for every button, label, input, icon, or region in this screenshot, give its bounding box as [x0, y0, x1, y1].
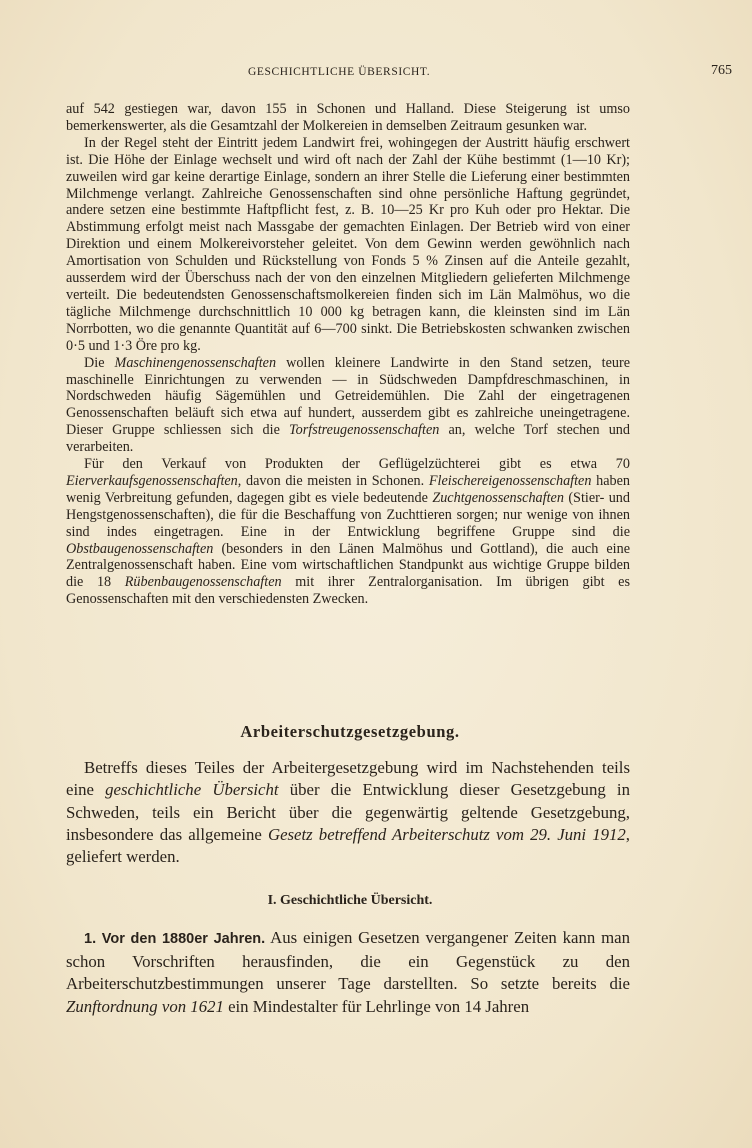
small-print-block	[66, 101, 630, 608]
term-emphasis: Rübenbaugenossenschaften	[124, 574, 282, 591]
term-emphasis: Eierverkaufsgenossenschaften	[66, 472, 238, 489]
paragraph: Betreffs dieses Teiles der Arbeitergesetzgebung wird im Nachstehenden teils eine geschichtliche Übersicht über die Entwicklung dieser Gesetzgebung in Schweden, teils ein Bericht über die gegenwärtig geltende Gesetzgebung, insbesondere das allgemeine Gesetz betreffend Arbeiterschutz vom 29. Juni 1912, geliefert werden.	[66, 758, 630, 867]
term-emphasis: Zunftordnung von 1621	[66, 996, 224, 1016]
section-heading: Arbeiterschutzgesetzgebung.	[240, 722, 460, 741]
paragraph: Die Maschinengenossenschaften wollen kleinere Landwirte in den Stand setzen, teure maschinelle Einrichtungen zu verwenden — in Südschweden Dampfdreschmaschinen, in Nordschweden häufig Sägemühlen und Getreidemühlen. Die Zahl der eingetragenen Genossenschaften beläuft sich etwa auf hundert, ausserdem gibt es zahlreiche uneingetragene. Dieser Gruppe schliessen sich die Torfstreugenossenschaften an, welche Torf stechen und verarbeiten.	[66, 354, 630, 456]
subsection-heading: I. Geschichtliche Übersicht.	[267, 893, 433, 908]
paragraph: Für den Verkauf von Produkten der Geflügelzüchterei gibt es etwa 70 Eierverkaufsgenossenschaften, davon die meisten in Schonen. Fleischereigenossenschaften haben wenig Verbreitung gefunden, dagegen gibt es viele bedeutende Zuchtgenossenschaften (Stier- und Hengstgenossenschaften), die für die Beschaffung von Zuchttieren sorgen; nur wenige von ihnen sind indes eingetragen. Eine in der Entwicklung begriffene Gruppe sind die Obstbaugenossenschaften (besonders in den Länen Malmöhus und Gottland), die auch eine Zentralgenossenschaft haben. Eine vom wirtschaftlichen Standpunkt aus wichtige Gruppe bilden die 18 Rübenbaugenossenschaften mit ihrer Zentralorganisation. Im übrigen gibt es Genossenschaften mit den verschiedensten Zwecken.	[66, 456, 630, 608]
running-title: GESCHICHTLICHE ÜBERSICHT.	[248, 66, 431, 78]
paragraph: In der Regel steht der Eintritt jedem Landwirt frei, wohingegen der Austritt häufig erschwert ist. Die Höhe der Einlage wechselt und wird oft nach der Zahl der Kühe bestimmt (1—10 Kr); zuweilen wird gar keine derartige Einlage, sondern an ihrer Stelle die Lieferung einer bestimmten Milchmenge verlangt. Zahlreiche Genossenschaften sind ohne persönliche Haftung gegründet, andere setzen eine bestimmte Haftpflicht fest, z. B. 10—25 Kr pro Kuh oder pro Hektar. Die Abstimmung erfolgt meist nach Massgabe der gemachten Einlagen. Der Betrieb wird von einer Direktion und einem Molkereivorsteher geleitet. Von dem Gewinn werden gewöhnlich nach Amortisation von Schulden und Rückstellung von Fonds 5 % Zinsen auf die Anteile gezahlt, ausserdem wird der Überschuss nach der von den einzelnen Mitgliedern gelieferten Milchmenge verteilt. Die bedeutendsten Genossenschaftsmolkereien finden sich im Län Malmöhus, wo die tägliche Milchmenge durchschnittlich 10 000 kg betragen kann, die kleinsten sind im Län Norrbotten, wo die genannte Quantität auf 6—700 sinkt. Die Betriebskosten schwanken zwischen 0·5 und 1·3 Öre pro kg.	[66, 134, 630, 354]
section-intro	[66, 757, 630, 868]
term-emphasis: Torfstreugenossenschaften	[289, 422, 440, 439]
paragraph-lead: 1. Vor den 1880er Jahren.	[84, 931, 266, 947]
subsection-body	[66, 927, 630, 1018]
page-number: 765	[711, 63, 732, 78]
term-emphasis: Obstbaugenossenschaften	[66, 540, 214, 557]
term-emphasis: Zuchtgenossenschaften	[432, 489, 564, 506]
term-emphasis: Fleischereigenossenschaften	[428, 472, 592, 489]
term-emphasis: geschichtliche Übersicht	[105, 780, 279, 800]
law-title-emphasis: Gesetz betreffend Arbeiterschutz vom 29. Juni 1912	[267, 824, 626, 844]
paragraph: 1. Vor den 1880er Jahren. Aus einigen Gesetzen vergangener Zeiten kann man schon Vorschriften herausfinden, die ein Gegenstück zu den Arbeiterschutzbestimmungen unserer Tage darstellten. So setzte bereits die Zunftordnung von 1621 ein Mindestalter für Lehrlinge von 14 Jahren	[66, 928, 630, 1016]
paragraph: auf 542 gestiegen war, davon 155 in Schonen und Halland. Diese Steigerung ist umso bemerkenswerter, als die Gesamtzahl der Molkereien in demselben Zeitraum gesunken war.	[66, 101, 630, 134]
term-emphasis: Maschinengenossenschaften	[114, 354, 277, 371]
